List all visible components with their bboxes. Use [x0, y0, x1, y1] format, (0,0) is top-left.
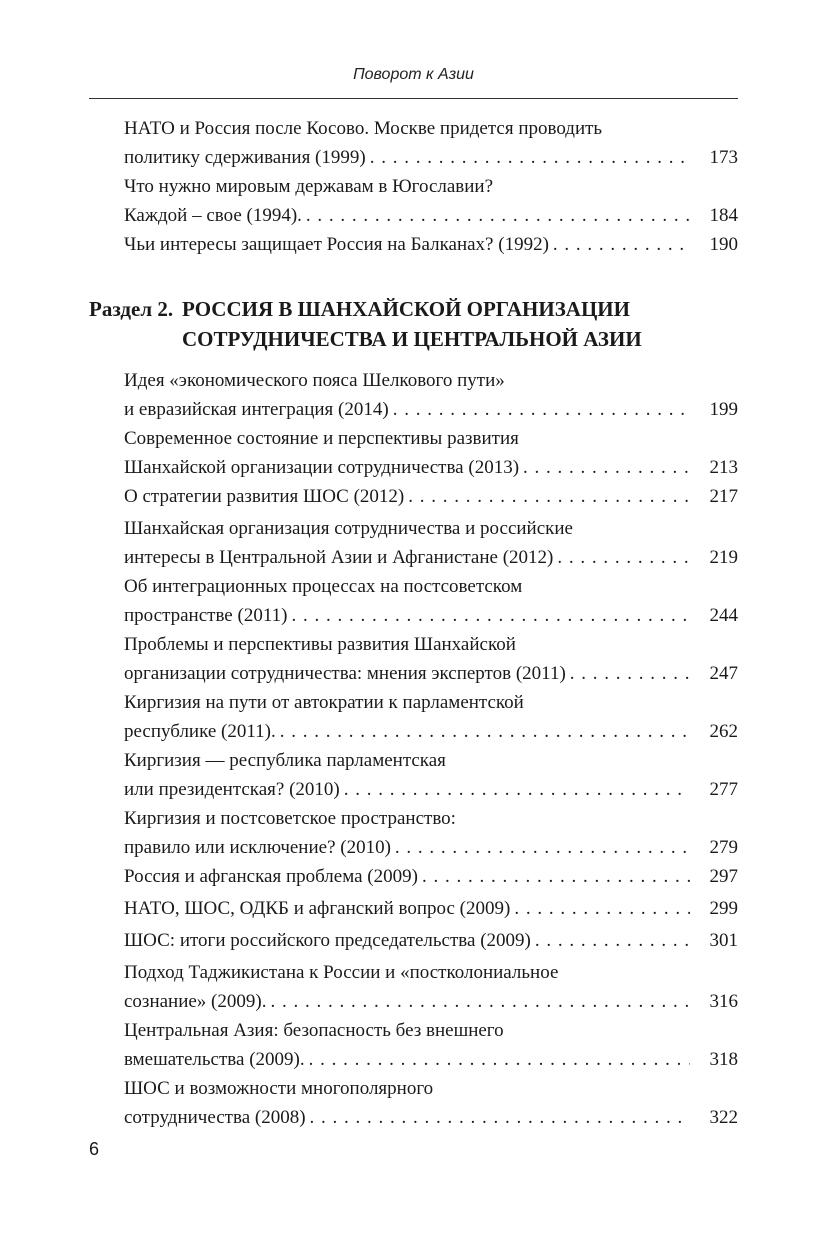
dot-leader: [408, 482, 690, 511]
toc-entry[interactable]: [124, 230, 738, 259]
toc-entry-page: 277: [709, 779, 738, 800]
section-label: Раздел 2.: [89, 297, 174, 321]
toc-entry-title: Чьи интересы защищает Россия на Балканах? (1992): [124, 234, 549, 255]
toc-entry-page: 279: [709, 837, 738, 858]
dot-leader: [344, 775, 690, 804]
dot-leader: [310, 1103, 690, 1132]
toc-entry-page: 199: [709, 399, 738, 420]
toc-entry-page: 297: [709, 866, 738, 887]
toc-entry[interactable]: [124, 366, 738, 424]
toc-entry-title: НАТО, ШОС, ОДКБ и афганский вопрос (2009): [124, 898, 511, 919]
toc-entry[interactable]: [124, 114, 738, 172]
toc-entry-title-line2: республике (2011).: [124, 721, 276, 742]
dot-leader: [395, 833, 690, 862]
toc-entry-title-line1: Киргизия на пути от автократии к парламентской: [124, 692, 524, 713]
toc-entry-title: Россия и афганская проблема (2009): [124, 866, 418, 887]
toc-entry-title-line1: Шанхайская организация сотрудничества и российские: [124, 518, 573, 539]
toc-entry-title-line1: Современное состояние и перспективы развития: [124, 428, 519, 449]
toc-entry-title-line2: сотрудничества (2008): [124, 1107, 306, 1128]
toc-entry-page: 213: [709, 457, 738, 478]
dot-leader: [557, 543, 690, 572]
toc-entry-page: 217: [709, 486, 738, 507]
toc-entry-page: 316: [709, 991, 738, 1012]
toc-entry[interactable]: [124, 926, 738, 955]
toc-entry[interactable]: [124, 482, 738, 511]
toc-entry-page: 184: [709, 205, 738, 226]
toc-entry[interactable]: [124, 746, 738, 804]
toc-entry-page: 262: [709, 721, 738, 742]
toc-entry-title-line2: Шанхайской организации сотрудничества (2013): [124, 457, 520, 478]
toc-entry-title-line2: и евразийская интеграция (2014): [124, 399, 389, 420]
toc-entry-title-line2: интересы в Центральной Азии и Афганистане (2012): [124, 547, 554, 568]
toc-entry-page: 244: [709, 605, 738, 626]
section-title-line1: РОССИЯ В ШАНХАЙСКОЙ ОРГАНИЗАЦИИ: [182, 297, 630, 321]
dot-leader: [280, 717, 690, 746]
dot-leader: [523, 453, 690, 482]
toc-entry-page: 301: [709, 930, 738, 951]
toc-entry[interactable]: [124, 688, 738, 746]
dot-leader: [553, 230, 690, 259]
toc-entry-title-line2: Каждой – свое (1994).: [124, 205, 302, 226]
toc-entry-page: 299: [709, 898, 738, 919]
toc-entry-title-line2: сознание» (2009).: [124, 991, 267, 1012]
toc-entry-page: 247: [709, 663, 738, 684]
toc-entry-title: ШОС: итоги российского председательства (2009): [124, 930, 531, 951]
dot-leader: [514, 894, 690, 923]
toc-entry-title-line2: вмешательства (2009).: [124, 1049, 305, 1070]
toc-entry[interactable]: [124, 630, 738, 688]
dot-leader: [309, 1045, 690, 1074]
toc-entry[interactable]: [124, 514, 738, 572]
toc-entry-title-line1: Киргизия — республика парламентская: [124, 750, 446, 771]
toc-entry-title-line2: правило или исключение? (2010): [124, 837, 391, 858]
dot-leader: [422, 862, 690, 891]
toc-entry[interactable]: [124, 1074, 738, 1132]
toc-entry-title-line2: пространстве (2011): [124, 605, 288, 626]
header-rule: [89, 98, 738, 99]
dot-leader: [535, 926, 690, 955]
toc-entry-title-line2: или президентская? (2010): [124, 779, 340, 800]
toc-entry-page: 322: [709, 1107, 738, 1128]
toc-entry-title-line1: Киргизия и постсоветское пространство:: [124, 808, 456, 829]
toc-entry-title-line1: Центральная Азия: безопасность без внешнего: [124, 1020, 504, 1041]
toc-entry-title-line1: Подход Таджикистана к России и «постколониальное: [124, 962, 559, 983]
dot-leader: [291, 601, 690, 630]
toc-entry-title-line1: Проблемы и перспективы развития Шанхайской: [124, 634, 516, 655]
toc-entry[interactable]: [124, 172, 738, 230]
toc-entry-title-line1: Что нужно мировым державам в Югославии?: [124, 176, 494, 197]
dot-leader: [270, 987, 690, 1016]
toc-entry-title-line1: ШОС и возможности многополярного: [124, 1078, 434, 1099]
toc-entry-title-line1: Идея «экономического пояса Шелкового пути»: [124, 370, 505, 391]
toc-entry[interactable]: [124, 572, 738, 630]
running-head: Поворот к Азии: [353, 66, 474, 83]
toc-entry-page: 173: [709, 147, 738, 168]
toc-entry-title-line1: НАТО и Россия после Косово. Москве придется проводить: [124, 118, 603, 139]
page-number: 6: [89, 1139, 100, 1159]
toc-entry[interactable]: [124, 862, 738, 891]
toc-entry[interactable]: [124, 804, 738, 862]
dot-leader: [306, 201, 690, 230]
toc-entry[interactable]: [124, 958, 738, 1016]
toc-entry-page: 219: [709, 547, 738, 568]
section-title-line2: СОТРУДНИЧЕСТВА И ЦЕНТРАЛЬНОЙ АЗИИ: [182, 327, 642, 351]
section-heading: [89, 294, 642, 354]
toc-entry-title-line2: политику сдерживания (1999): [124, 147, 366, 168]
toc-entry[interactable]: [124, 424, 738, 482]
dot-leader: [370, 143, 690, 172]
toc-entry-title-line1: Об интеграционных процессах на постсоветском: [124, 576, 523, 597]
dot-leader: [570, 659, 690, 688]
toc-entry-page: 318: [709, 1049, 738, 1070]
toc-entry-title-line2: организации сотрудничества: мнения экспертов (2011): [124, 663, 566, 684]
toc-entry[interactable]: [124, 894, 738, 923]
toc-entry[interactable]: [124, 1016, 738, 1074]
toc-entry-page: 190: [709, 234, 738, 255]
toc-entry-title: О стратегии развития ШОС (2012): [124, 486, 405, 507]
dot-leader: [393, 395, 690, 424]
